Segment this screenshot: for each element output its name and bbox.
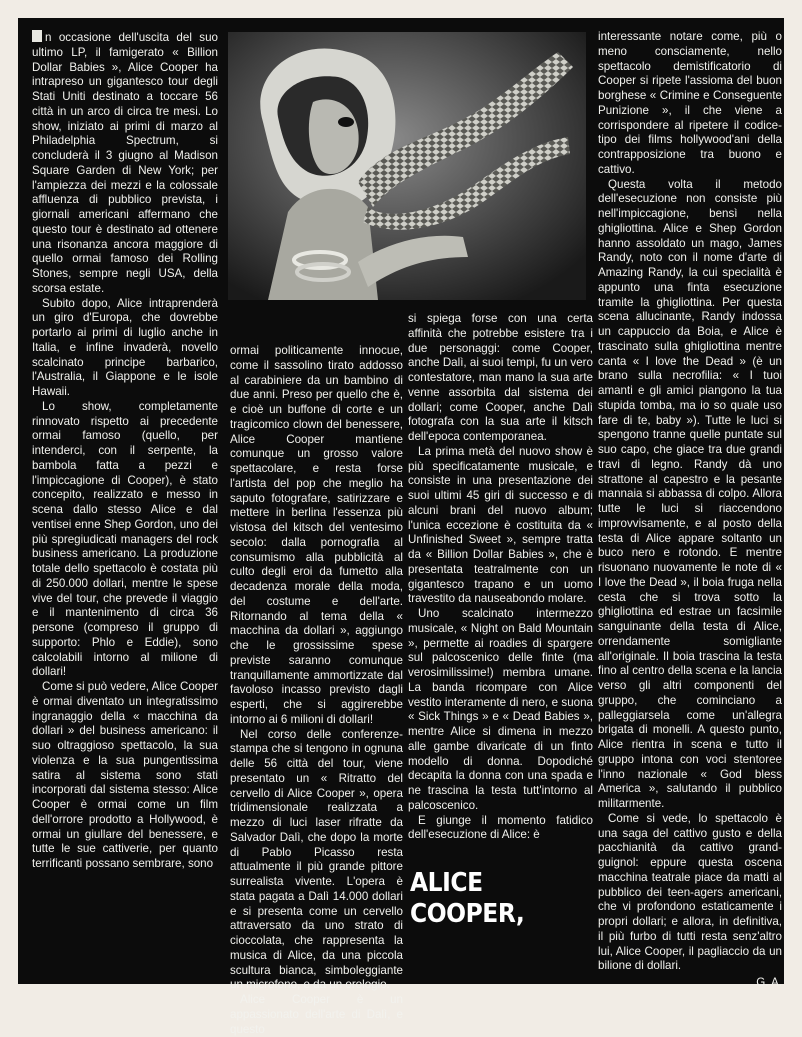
article-column-3 xyxy=(408,312,593,872)
article-column-1 xyxy=(32,30,218,975)
alice-cooper-photo xyxy=(228,32,586,300)
paragraph: Lo show, completamente rinnovato rispetto ai precedente ormai famoso (quello, per intenderci, con il serpente, la bambola fatta a pezzi e l'impiccagione di Cooper), è stato concepito, realizzato e messo in scena dallo stesso Alice e dal ventisei enne Shep Gordon, uno dei più spregiudicati managers del rock business americano. La produzione totale dello spettacolo è costata più di 250.000 dollari, mentre le spese vive del tour, che prevede il viaggio e il mantenimento di circa 36 persone (compreso il gruppo di supporto: Phlo e Eddie), sono calcolabili intorno al milione di dollari! xyxy=(32,399,218,679)
article-column-2 xyxy=(230,344,403,1036)
author-signature: G. A. xyxy=(756,976,782,989)
article-column-4 xyxy=(598,30,782,989)
paragraph: interessante notare come, più o meno consciamente, nello spettacolo demistificatorio di Cooper si ripete l'assioma del buon borghese « Crimine e Conseguente Punizione », il che viene a corrispondere al ripetere il codice-tipo dei films hollywood'ani della contrapposizione tra buono e cattivo. xyxy=(598,30,782,176)
paragraph: Subito dopo, Alice intraprenderà un giro d'Europa, che dovrebbe portarlo ai primi di luglio anche in Italia, e infine invaderà, novello scalcinato principe barbarico, l'Australia, il Giappone e le isole Hawaii. xyxy=(32,296,218,398)
paragraph: Questa volta il metodo dell'esecuzione non consiste più nell'impiccagione, bensì nella ghigliottina. Alice e Shep Gordon hanno assoldato un mago, James Randy, noto con il nome d'arte di Amazing Randy, la cui specialità è appunto una finta esecuzione tramite la ghigliottina. Per questa scena allucinante, Randy indossa un cappuccio da Boia, e Alice è trascinato sulla ghigliottina mentre canta « I love the Dead » (è un brano sulla necrofilia: « I tuoi amanti e gli amici piangono la tua stupida tomba, ma io so quale uso fare di te, baby »). Tutte le luci si spengono tranne quelle puntate sul suo capo, che giace tra due grandi travi di legno. Randy dà uno strattone al capestro e la pesante mannaia si abbassa di colpo. Allora tutte le luci si riaccendono improvvisamente, e al posto della testa di Alice appare soltanto un buco nero e rotondo. E mentre risuonano nuovamente le note di « I love the Dead », il boia fruga nella cesta che si trova sotto la ghigliottina ed estrae un facsimile sanguinante della testa di Alice, orrendamente somigliante all'originale. Il boia trascina la testa fino al centro della scena e la lancia verso gli altri componenti del gruppo, che cominciano a palleggiarsela come un'allegra brigata di monelli. A questo punto, Alice rientra in scena e tutto il gruppo intona con voci stentoree l'inno nazionale « God bless America », salutando il pubblico militarmente. xyxy=(598,177,782,810)
paragraph: Come si può vedere, Alice Cooper è ormai diventato un integratissimo ingranaggio della « macchina da dollari » del business americano: il suo oltraggioso spettacolo, la sua violenza e la sua pungentissima satira al sistema sono stati incorporati dal sistema stesso: Alice Cooper è ormai come un film dell'orrore prodotto a Hollywood, è ormai un giullare del benessere, e tutte le sue cattiverie, per quanto terrificanti possano sembrare, sono xyxy=(32,680,218,870)
paragraph: E giunge il momento fatidico dell'esecuzione di Alice: è xyxy=(408,813,593,842)
paragraph: Alice Cooper è un appassionato dell'arte di Dalì, e questo xyxy=(230,993,403,1036)
paragraph-text: n occasione dell'uscita del suo ultimo LP, il famigerato « Billion Dollar Babies », Alice Cooper ha intrapreso un gigantesco tour degli Stati Uniti destinato a toccare 56 città in un arco di circa tre mesi. Lo show, iniziato ai primi di marzo al Philadelphia Spectrum, si concluderà il 3 giugno al Madison Square Garden di New York; per l'ampiezza dei mezzi e la colossale affluenza di pubblico prevista, i giornali americani affermano che questo tour è destinato ad ottenere una risonanza ancora maggiore di quello ormai famoso dei Rolling Stones, sempre negli USA, della scorsa estate. xyxy=(32,31,218,295)
paragraph: Nel corso delle conferenze-stampa che si tengono in ognuna delle 56 città del tour, viene presentato un « Ritratto del cervello di Alice Cooper », opera tridimensionale realizzata a mezzo di luci laser rifratte da Salvador Dalì, che dopo la morte di Pablo Picasso resta attualmente il più grande pittore surrealista vivente. L'opera è stata pagata a Dalì 14.000 dollari e si presenta come un cervello attraversato da uno strato di cioccolata, che rappresenta la musica di Alice, da una piccola scultura bianca, simboleggiante un microfono, e da un orologio. xyxy=(230,727,403,992)
paragraph: ormai politicamente innocue, come il sassolino tirato addosso al carabiniere da un bambino di due anni. Preso per quello che è, e cioè un buffone di corte e un tragicomico clown del benessere, Alice Cooper mantiene comunque un grosso valore spettacolare, e resta forse l'artista del pop che meglio ha saputo fotografare, satirizzare e mettere in berlina l'essenza più vistosa del kitsch del ventesimo secolo: dalla pornografia al consumismo alla pubblicità al culto degli eroi da fumetto alla decadenza morale della moda, del costume e dell'arte. Ritornando al tema della « macchina da dollari », aggiungo che le grossissime spese previste saranno comunque tranquillamente ammortizzate dal favoloso incasso previsto dagli esperti, che si aggirerebbe intorno ai 6 milioni di dollari! xyxy=(230,344,403,726)
magazine-page xyxy=(18,18,784,1036)
paragraph xyxy=(32,30,218,297)
drop-cap-block xyxy=(32,30,42,42)
paragraph: Come si vede, lo spettacolo è una saga del cattivo gusto e della pacchianità da cattivo grand-guignol: eppure questa oscena macchina teatrale piace da matti al pubblico dei teen-agers americani, che vi profondono estaticamente i propri dollari; e allora, in definitiva, il più furbo di tutti resta senz'altro lui, Alice Cooper, il pagliaccio da un bilione di dollari. xyxy=(598,811,782,973)
photo-illustration xyxy=(228,32,586,300)
paragraph: si spiega forse con una certa affinità che potrebbe esistere tra i due personaggi: come Cooper, anche Dalì, ai suoi tempi, fu un vero contestatore, man mano la sua arte venne assorbita dal sistema dei dollari; come Cooper, anche Dalì fotografa con la sua arte il kitsch dell'epoca contemporanea. xyxy=(408,312,593,443)
paragraph: Uno scalcinato intermezzo musicale, « Night on Bald Mountain », permette ai roadies di spargere sul palcoscenico delle finte (ma verosimilissime!) membra umane. La banda ricompare con Alice vestito interamente di nero, e suona « Sick Things » e « Dead Babies », mentre Alice si dimena in mezzo alle gambe divaricate di un finto modello di donna. Dopodiché decapita la donna con una spada e ne trascina la testa tutt'intorno al palcoscenico. xyxy=(408,607,593,812)
headline-alice-cooper: ALICE COOPER, xyxy=(410,868,525,929)
paragraph: La prima metà del nuovo show è più specificatamente musicale, e consiste in una presentazione dei suoi ultimi 45 giri di successo e di alcuni brani del nuovo album; l'unica eccezione è costituita da « Unfinished Sweet », sempre tratta da « Billion Dollar Babies », che è presentata teatralmente con un gigantesco trapano e un uomo travestito da nauseabondo molare. xyxy=(408,444,593,606)
